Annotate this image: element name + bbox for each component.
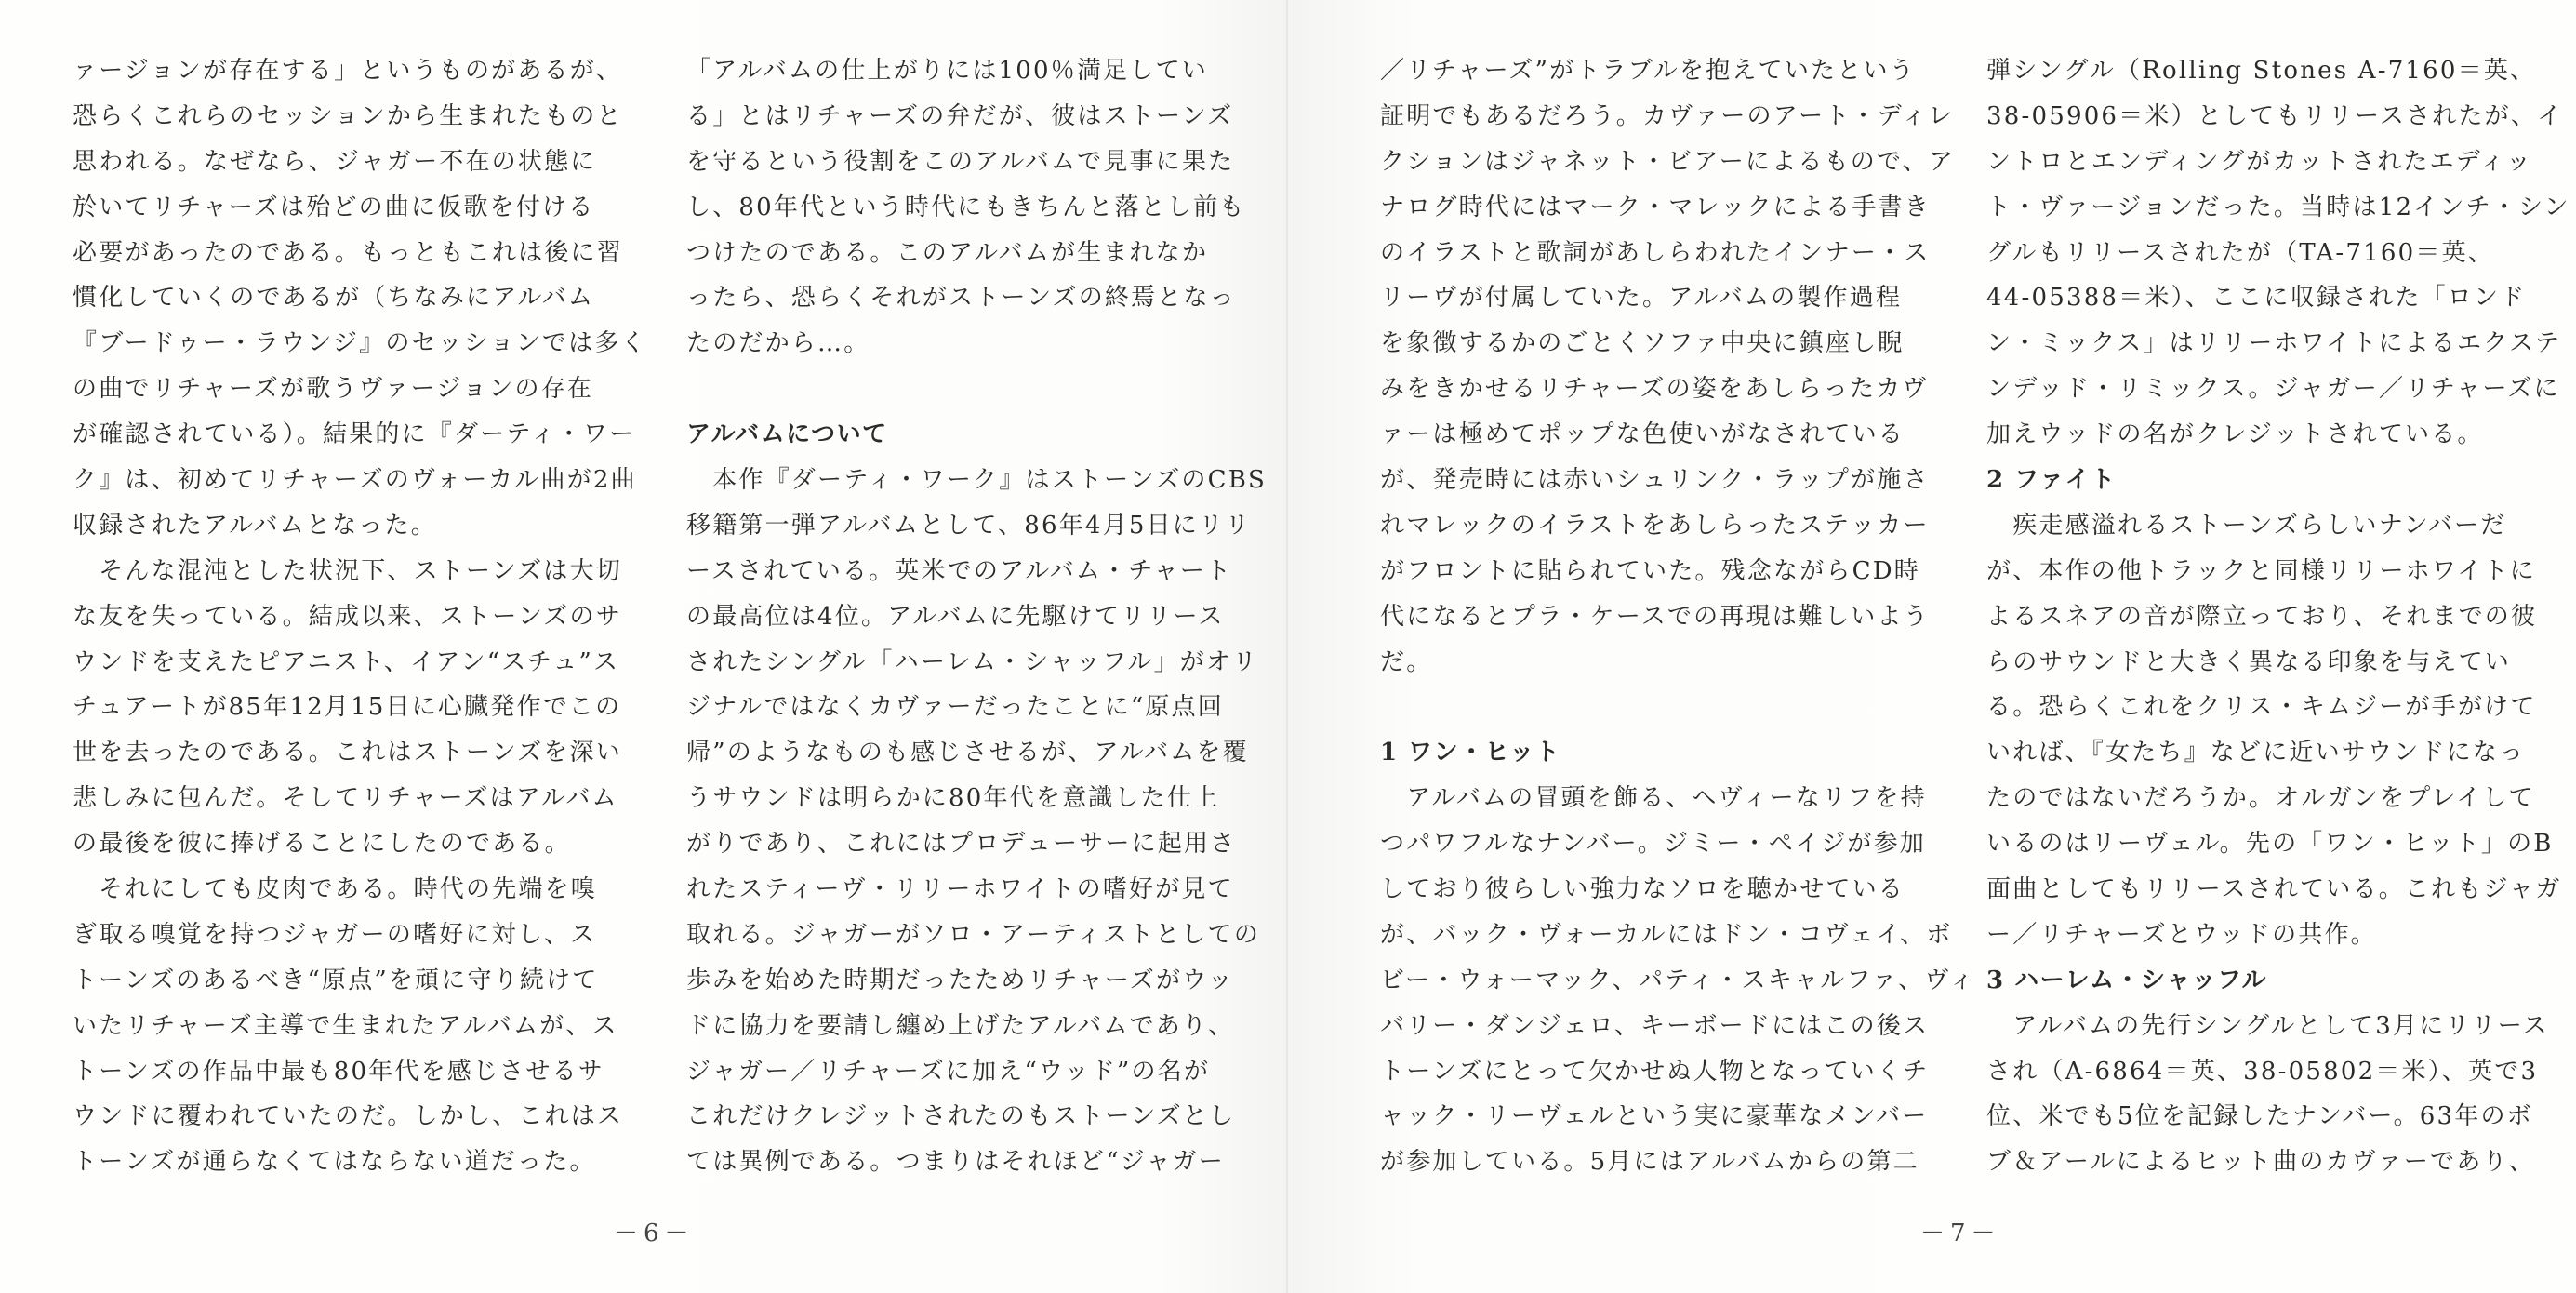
text-line: 世を去ったのである。これはストーンズを深い xyxy=(73,739,622,767)
text-line: ャック・リーヴェルという実に豪華なメンバー xyxy=(1380,1102,1929,1131)
text-line: 於いてリチャーズは殆どの曲に仮歌を付ける xyxy=(73,193,595,221)
section-heading: 3 ハーレム・シャッフル xyxy=(1986,966,2268,994)
text-line: ウンドを支えたピアニスト、イアン“スチュ”ス xyxy=(73,647,620,676)
right-page-column-2 xyxy=(1986,48,2570,1185)
text-line: ァージョンが存在する」というものがあるが、 xyxy=(73,57,623,85)
text-line: ブ＆アールによるヒット曲のカヴァーであり、 xyxy=(1986,1148,2535,1177)
text-line: しており彼らしい強力なソロを聴かせている xyxy=(1380,875,1905,904)
text-line: ー／リチャーズとウッドの共作。 xyxy=(1986,920,2377,949)
text-line: バリー・ダンジェロ、キーボードにはこの後ス xyxy=(1380,1011,1930,1040)
section-heading: 2 ファイト xyxy=(1986,466,2117,495)
text-line: ぎ取る嗅覚を持つジャガーの嗜好に対し、ス xyxy=(73,920,597,949)
text-line: 44-05388＝米）、ここに収録された「ロンド xyxy=(1986,284,2527,313)
text-line: だ。 xyxy=(1380,647,1433,676)
text-line: ナログ時代にはマーク・マレックによる手書き xyxy=(1380,193,1931,221)
text-line: 「アルバムの仕上がりには100％満足してい xyxy=(686,57,1208,85)
text-line: がりであり、これにはプロデューサーに起用さ xyxy=(686,830,1237,859)
text-line: が、バック・ヴォーカルにはドン・コヴェイ、ボ xyxy=(1380,920,1953,949)
page-number-right: －7－ xyxy=(1920,1220,2001,1247)
text-line: を象徴するかのごとくソファ中央に鎮座し睨 xyxy=(1380,329,1905,358)
text-line: 加えウッドの名がクレジットされている。 xyxy=(1986,420,2484,449)
text-line: 移籍第一弾アルバムとして、86年4月5日にリリ xyxy=(686,511,1252,540)
text-line: ァーは極めてポップな色使いがなされている xyxy=(1380,420,1905,449)
text-line: 慣化していくのであるが（ちなみにアルバム xyxy=(73,284,595,313)
text-line: チュアートが85年12月15日に心臓発作でこの xyxy=(73,693,622,722)
text-line: のイラストと歌詞があしらわれたインナー・ス xyxy=(1380,238,1931,267)
right-page-column-1 xyxy=(1380,48,1976,1185)
text-line: ったら、恐らくそれがストーンズの終焉となっ xyxy=(686,284,1236,313)
text-line: の曲でリチャーズが歌うヴァージョンの存在 xyxy=(73,375,594,404)
text-line: 弾シングル（Rolling Stones A-7160＝英、 xyxy=(1986,57,2537,85)
text-line: 恐らくこれらのセッションから生まれたものと xyxy=(73,101,623,130)
text-line: されたシングル「ハーレム・シャッフル」がオリ xyxy=(686,647,1259,676)
text-line: 面曲としてもリリースされている。これもジャガ xyxy=(1986,875,2562,904)
text-line: な友を失っている。結成以来、ストーンズのサ xyxy=(73,602,622,631)
text-line: トーンズの作品中最も80年代を感じさせるサ xyxy=(73,1057,604,1086)
text-line: それにしても皮肉である。時代の先端を嗅 xyxy=(73,875,598,904)
text-line: 証明でもあるだろう。カヴァーのアート・ディレ xyxy=(1380,101,1955,130)
text-line: たのではないだろうか。オルガンをプレイして xyxy=(1986,784,2535,813)
text-line: がフロントに貼られていた。残念ながらCD時 xyxy=(1380,556,1920,585)
text-line: ク』は、初めてリチャーズのヴォーカル曲が2曲 xyxy=(73,466,637,495)
text-line: ては異例である。つまりはそれほど“ジャガー xyxy=(686,1148,1225,1177)
text-line: が参加している。5月にはアルバムからの第二 xyxy=(1380,1148,1919,1177)
text-line: ト・ヴァージョンだった。当時は12インチ・シン xyxy=(1986,193,2570,221)
text-line: ビー・ウォーマック、パティ・スキャルファ、ヴィ xyxy=(1380,966,1976,994)
text-line: トーンズにとって欠かせぬ人物となっていくチ xyxy=(1380,1057,1930,1086)
text-line: の最高位は4位。アルバムに先駆けてリリース xyxy=(686,602,1225,631)
text-line: よるスネアの音が際立っており、それまでの彼 xyxy=(1986,602,2538,631)
text-line: つけたのである。このアルバムが生まれなか xyxy=(686,238,1209,267)
section-heading: アルバムについて xyxy=(686,420,888,449)
text-line: ／リチャーズ”がトラブルを抱えていたという xyxy=(1380,57,1916,85)
text-line: 38-05906＝米）としてもリリースされたが、イ xyxy=(1986,101,2564,130)
text-line: 思われる。なぜなら、ジャガー不在の状態に xyxy=(73,147,597,176)
text-line: 歩みを始めた時期だったためリチャーズがウッ xyxy=(686,966,1235,994)
text-line: 本作『ダーティ・ワーク』はストーンズのCBS xyxy=(686,466,1268,495)
text-line: が、発売時には赤いシュリンク・ラップが施さ xyxy=(1380,466,1930,495)
text-line: る。恐らくこれをクリス・キムジーが手がけて xyxy=(1986,693,2537,722)
text-line: ンデッド・リミックス。ジャガー／リチャーズに xyxy=(1986,375,2560,404)
paragraph-gap xyxy=(686,367,1221,412)
text-line: ウンドに覆われていたのだ。しかし、これはス xyxy=(73,1102,624,1131)
text-line: いるのはリーヴェル。先の「ワン・ヒット」のB xyxy=(1986,830,2554,859)
text-line: 収録されたアルバムとなった。 xyxy=(73,511,437,540)
text-line: そんな混沌とした状況下、ストーンズは大切 xyxy=(73,556,622,585)
section-heading: 1 ワン・ヒット xyxy=(1380,739,1561,767)
text-line: クションはジャネット・ビアーによるもので、ア xyxy=(1380,147,1956,176)
text-line: れたスティーヴ・リリーホワイトの嗜好が見て xyxy=(686,875,1234,904)
text-line: る」とはリチャーズの弁だが、彼はストーンズ xyxy=(686,101,1234,130)
text-line: れマレックのイラストをあしらったステッカー xyxy=(1380,511,1930,540)
text-line: たのだから…。 xyxy=(686,329,870,358)
text-line: トーンズのあるべき“原点”を頑に守り続けて xyxy=(73,966,599,994)
text-line: され（A-6864＝英、38-05802＝米）、英で3 xyxy=(1986,1057,2539,1086)
text-line: リーヴが付属していた。アルバムの製作過程 xyxy=(1380,284,1903,313)
left-page-column-2 xyxy=(686,48,1268,1185)
text-line: を守るという役割をこのアルバムで見事に果た xyxy=(686,147,1235,176)
text-line: うサウンドは明らかに80年代を意識した仕上 xyxy=(686,784,1220,813)
text-line: つパワフルなナンバー。ジミー・ペイジが参加 xyxy=(1380,830,1927,859)
text-line: アルバムの冒頭を飾る、ヘヴィーなリフを持 xyxy=(1380,784,1927,813)
text-line: らのサウンドと大きく異なる印象を与えてい xyxy=(1986,647,2512,676)
text-line: し、80年代という時代にもきちんと落とし前も xyxy=(686,193,1246,221)
paragraph-gap xyxy=(1380,685,1915,730)
text-line: ドに協力を要請し纏め上げたアルバムであり、 xyxy=(686,1011,1235,1040)
text-line: これだけクレジットされたのもストーンズとし xyxy=(686,1102,1236,1131)
text-line: 位、米でも5位を記録したナンバー。63年のボ xyxy=(1986,1102,2533,1131)
text-line: の最後を彼に捧げることにしたのである。 xyxy=(73,830,571,859)
text-line: ントロとエンディングがカットされたエディッ xyxy=(1986,147,2533,176)
text-line: ースされている。英米でのアルバム・チャート xyxy=(686,556,1233,585)
text-line: 必要があったのである。もっともこれは後に習 xyxy=(73,238,623,267)
text-line: が確認されている）。結果的に『ダーティ・ワー xyxy=(73,420,636,449)
text-line: 代になるとプラ・ケースでの再現は難しいよう xyxy=(1380,602,1930,631)
text-line: いたリチャーズ主導で生まれたアルバムが、ス xyxy=(73,1011,618,1040)
text-line: アルバムの先行シングルとして3月にリリース xyxy=(1986,1011,2549,1040)
text-line: 『ブードゥー・ラウンジ』のセッションでは多く xyxy=(73,329,647,358)
text-line: 帰”のようなものも感じさせるが、アルバムを覆 xyxy=(686,739,1249,767)
text-line: グルもリリースされたが（TA-7160＝英、 xyxy=(1986,238,2494,267)
text-line: いれば、『女たち』などに近いサウンドになっ xyxy=(1986,739,2526,767)
text-line: ジナルではなくカヴァーだったことに“原点回 xyxy=(686,693,1224,722)
text-line: が、本作の他トラックと同様リリーホワイトに xyxy=(1986,556,2536,585)
text-line: みをきかせるリチャーズの姿をあしらったカヴ xyxy=(1380,375,1929,404)
left-page-column-1 xyxy=(73,48,647,1185)
text-line: 悲しみに包んだ。そしてリチャーズはアルバム xyxy=(73,784,618,813)
text-line: トーンズが通らなくてはならない道だった。 xyxy=(73,1148,596,1177)
text-line: ン・ミックス」はリリーホワイトによるエクステ xyxy=(1986,329,2562,358)
page-number-left: －6－ xyxy=(614,1220,695,1247)
text-line: 取れる。ジャガーがソロ・アーティストとしての xyxy=(686,920,1261,949)
text-line: 疾走感溢れるストーンズらしいナンバーだ xyxy=(1986,511,2507,540)
text-line: ジャガー／リチャーズに加え“ウッド”の名が xyxy=(686,1057,1211,1086)
